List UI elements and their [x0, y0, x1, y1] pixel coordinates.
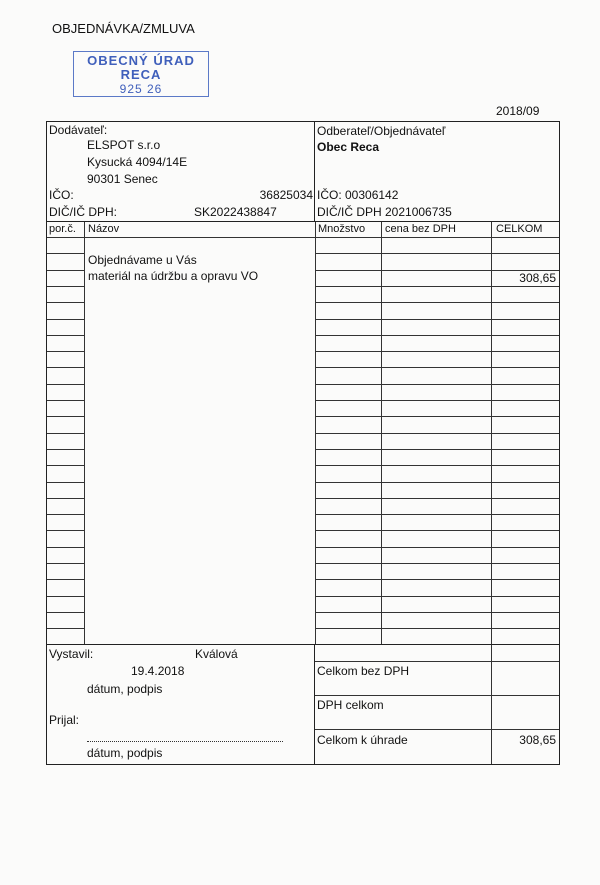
issued-label: Vystavil: — [49, 647, 94, 661]
table-row-line — [315, 302, 559, 303]
buyer-name: Obec Reca — [317, 140, 380, 154]
table-row-line — [47, 302, 84, 303]
table-row-line — [47, 498, 84, 499]
table-row-line — [315, 514, 559, 515]
item-description-line-2: materiál na údržbu a opravu VO — [88, 269, 259, 283]
table-row-line — [315, 270, 559, 271]
item-description-line-1: Objednávame u Vás — [88, 253, 197, 267]
table-row-line — [315, 351, 559, 352]
stamp-line-2: RECA — [120, 67, 162, 82]
supplier-city: 90301 Senec — [87, 172, 158, 186]
table-row-line — [315, 579, 559, 580]
supplier-heading: Dodávateľ: — [49, 123, 108, 137]
received-signature-line — [87, 741, 283, 742]
order-reference: 2018/09 — [496, 104, 540, 118]
document-title: OBJEDNÁVKA/ZMLUVA — [52, 21, 195, 36]
table-row-line — [315, 384, 559, 385]
buyer-ico: IČO: 00306142 — [317, 188, 399, 202]
table-row-line — [315, 628, 559, 629]
header-price: cena bez DPH — [385, 223, 456, 235]
table-row-line — [315, 530, 559, 531]
received-label: Prijal: — [49, 713, 80, 727]
table-row-line — [315, 416, 559, 417]
received-sign-caption: dátum, podpis — [87, 746, 163, 760]
issued-name: Kválová — [195, 647, 238, 661]
table-row-line — [47, 237, 559, 238]
table-row-line — [315, 433, 559, 434]
table-row-line — [315, 335, 559, 336]
table-row-line — [315, 253, 559, 254]
table-row-line — [315, 400, 559, 401]
vat-label: DPH celkom — [317, 698, 384, 712]
totals-box — [314, 644, 560, 765]
table-row-line — [47, 628, 84, 629]
table-row-line — [47, 530, 84, 531]
supplier-dic-value: SK2022438847 — [194, 205, 277, 219]
item-total: 308,65 — [519, 271, 556, 285]
table-row-line — [315, 563, 559, 564]
table-row-line — [315, 367, 559, 368]
table-row-line — [47, 253, 84, 254]
table-row-line — [315, 449, 559, 450]
supplier-street: Kysucká 4094/14E — [87, 155, 188, 169]
table-row-line — [47, 596, 84, 597]
table-row-line — [315, 465, 559, 466]
header-qty: Množstvo — [318, 223, 366, 235]
table-row-line — [315, 498, 559, 499]
table-row-line — [315, 286, 559, 287]
grand-total-label: Celkom k úhrade — [317, 733, 408, 747]
office-stamp — [73, 51, 209, 97]
table-row-line — [47, 351, 84, 352]
header-total: CELKOM — [496, 223, 543, 235]
supplier-ico-value: 36825034 — [259, 188, 313, 202]
header-name: Názov — [88, 223, 120, 235]
grand-total-value: 308,65 — [519, 733, 556, 747]
table-row-line — [315, 482, 559, 483]
supplier-box — [46, 121, 315, 222]
table-row-line — [47, 514, 84, 515]
table-row-line — [315, 596, 559, 597]
table-row-line — [47, 335, 84, 336]
buyer-dic: DIČ/IČ DPH 2021006735 — [317, 205, 452, 219]
stamp-line-3: 925 26 — [119, 82, 163, 96]
items-table — [46, 221, 560, 645]
table-row-line — [315, 547, 559, 548]
table-row-line — [47, 547, 84, 548]
table-row-line — [47, 465, 84, 466]
table-row-line — [47, 563, 84, 564]
table-row-line — [47, 270, 84, 271]
table-row-line — [47, 612, 84, 613]
table-row-line — [47, 319, 84, 320]
subtotal-label: Celkom bez DPH — [317, 664, 410, 678]
table-row-line — [315, 319, 559, 320]
table-row-line — [47, 579, 84, 580]
supplier-dic-label: DIČ/IČ DPH: — [49, 205, 118, 219]
supplier-name: ELSPOT s.r.o — [87, 138, 161, 152]
signature-box — [46, 644, 315, 765]
buyer-box — [314, 121, 560, 222]
issued-date: 19.4.2018 — [131, 664, 185, 678]
table-row-line — [315, 612, 559, 613]
table-row-line — [47, 416, 84, 417]
supplier-ico-label: IČO: — [49, 188, 74, 202]
table-row-line — [47, 286, 84, 287]
buyer-heading: Odberateľ/Objednávateľ — [317, 124, 446, 138]
table-row-line — [47, 482, 84, 483]
issued-sign-caption: dátum, podpis — [87, 682, 163, 696]
table-row-line — [47, 433, 84, 434]
stamp-line-1: OBECNÝ ÚRAD — [87, 53, 195, 68]
table-row-line — [47, 400, 84, 401]
header-no: por.č. — [49, 223, 76, 235]
table-row-line — [47, 449, 84, 450]
table-row-line — [47, 384, 84, 385]
table-row-line — [47, 367, 84, 368]
